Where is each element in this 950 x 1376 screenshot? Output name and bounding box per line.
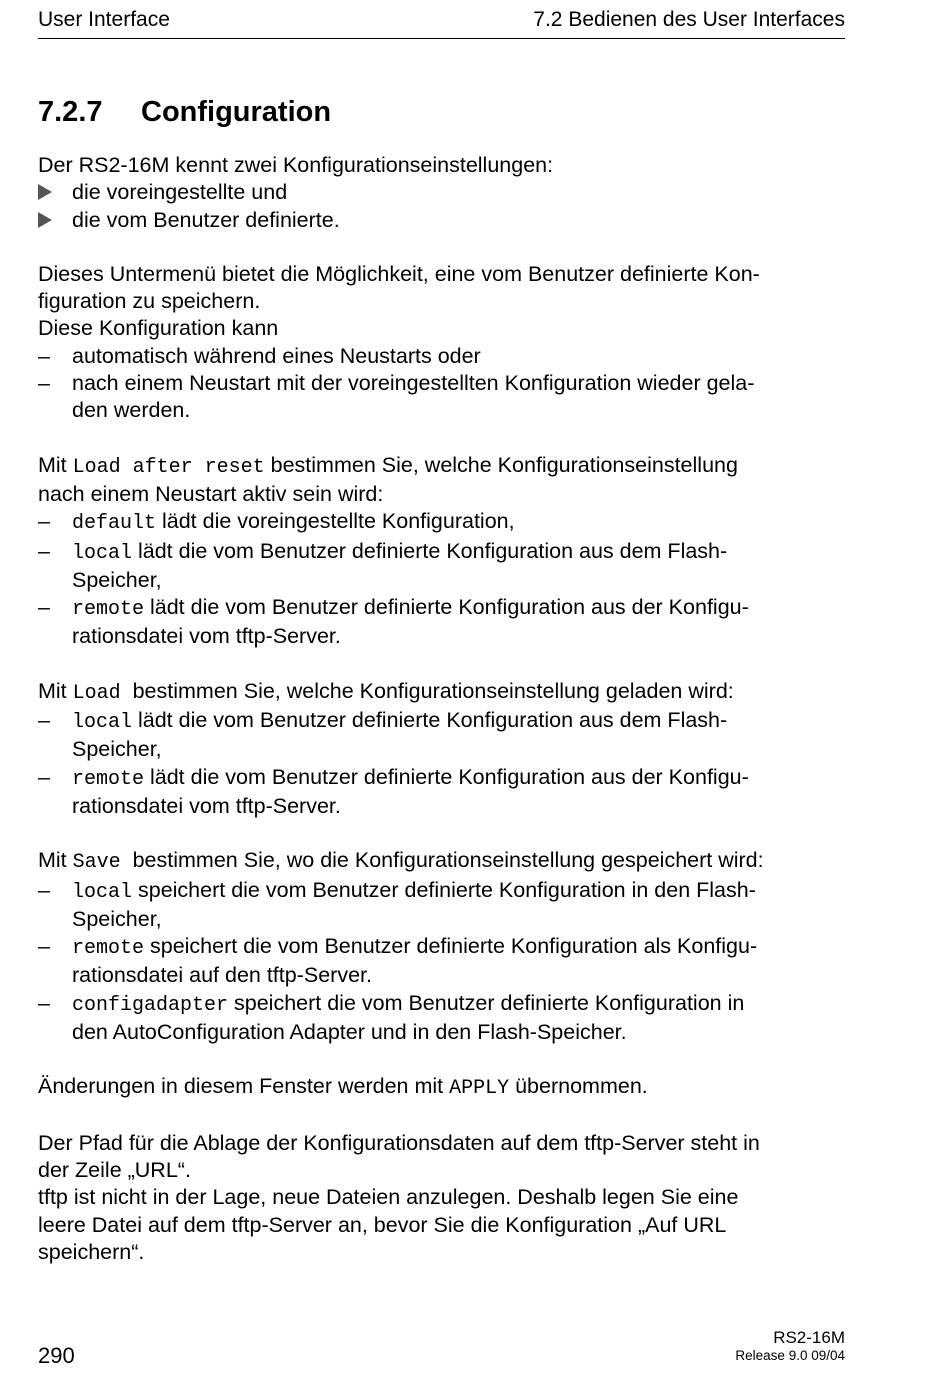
load-after-reset-text: Mit Load after reset bestimmen Sie, welche Konfigurationseinstellung nach einem Neustart aktiv sein wird:	[38, 452, 738, 506]
page-header	[38, 6, 845, 39]
section-title: Configuration	[141, 96, 332, 128]
triangle-bullet-icon	[38, 212, 52, 228]
footer-release: Release 9.0 09/04	[735, 1348, 845, 1363]
url-text: Der Pfad für die Ablage der Konfigurationsdaten auf dem tftp-Server steht in der Zeile „URL“. tftp ist nicht in der Lage, neue Dateien anzulegen. Deshalb legen Sie eine leere Datei auf dem tftp-Server an, bevor Sie die Konfiguration „Auf URL speichern“.	[38, 1130, 760, 1264]
submenu-text2: Diese Konfiguration kann	[38, 316, 279, 341]
code-apply: APPLY	[449, 1077, 510, 1101]
list-item: – local speichert die vom Benutzer definierte Konfiguration in den Flash- Speicher,	[38, 877, 756, 931]
section-heading	[38, 96, 331, 129]
footer-info	[735, 1328, 845, 1363]
list-item: – nach einem Neustart mit der voreingestellten Konfiguration wieder gela- den werden.	[38, 371, 755, 423]
header-section: 7.2 Bedienen des User Interfaces	[533, 8, 845, 31]
footer-product: RS2-16M	[773, 1328, 845, 1347]
intro-text: Der RS2-16M kennt zwei Konfigurationseinstellungen:	[38, 153, 554, 177]
section-number: 7.2.7	[38, 96, 103, 128]
submenu-text: Dieses Untermenü bietet die Möglichkeit, eine vom Benutzer definierte Kon- figuration zu speichern.	[38, 261, 760, 314]
list-item: – default lädt die voreingestellte Konfiguration,	[38, 509, 515, 536]
header-chapter: User Interface	[38, 8, 170, 31]
list-item: – configadapter speichert die vom Benutzer definierte Konfiguration in den AutoConfiguration Adapter und in den Flash-Speicher.	[38, 990, 745, 1045]
list-item: – local lädt die vom Benutzer definierte Konfiguration aus dem Flash- Speicher,	[38, 708, 728, 762]
triangle-bullet-icon	[38, 184, 52, 200]
list-item: – automatisch während eines Neustarts oder	[38, 343, 481, 368]
load-text: Mit Load bestimmen Sie, welche Konfigurationseinstellung geladen wird:	[38, 678, 734, 705]
list-item: – local lädt die vom Benutzer definierte Konfiguration aus dem Flash- Speicher,	[38, 538, 728, 592]
list-item: – remote lädt die vom Benutzer definierte Konfiguration aus der Konfigu- rationsdatei vom tftp-Server.	[38, 764, 749, 818]
list-item: die vom Benutzer definierte.	[38, 207, 848, 234]
code-save: Save	[72, 851, 121, 875]
list-item: die voreingestellte und	[38, 179, 848, 206]
code-load: Load	[72, 681, 121, 705]
list-item: – remote speichert die vom Benutzer definierte Konfiguration als Konfigu- rationsdatei auf den tftp-Server.	[38, 934, 758, 988]
list-item: – remote lädt die vom Benutzer definierte Konfiguration aus der Konfigu- rationsdatei vom tftp-Server.	[38, 595, 749, 649]
page-body	[38, 152, 848, 1266]
save-text: Mit Save bestimmen Sie, wo die Konfigurationseinstellung gespeichert wird:	[38, 848, 764, 875]
page-number: 290	[38, 1343, 75, 1368]
apply-text: Änderungen in diesem Fenster werden mit APPLY übernommen.	[38, 1074, 648, 1101]
code-load-after-reset: Load after reset	[72, 455, 265, 479]
